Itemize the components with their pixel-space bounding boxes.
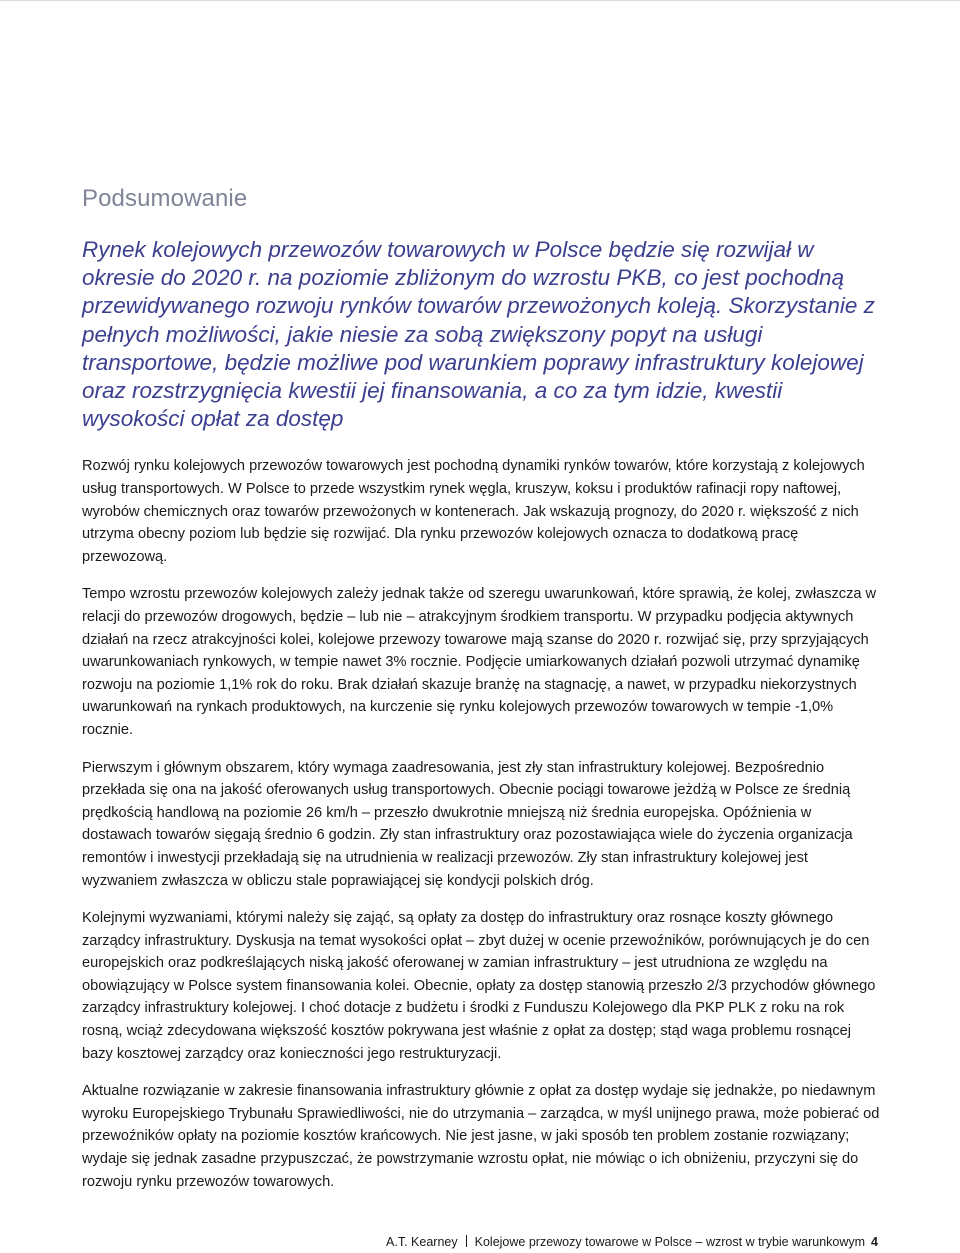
top-divider bbox=[0, 0, 960, 1]
page-footer bbox=[386, 1234, 878, 1250]
footer-report-title: Kolejowe przewozy towarowe w Polsce – wzrost w trybie warunkowym bbox=[474, 1235, 866, 1249]
lead-summary: Rynek kolejowych przewozów towarowych w Polsce będzie się rozwijał w okresie do 2020 r. na poziomie zbliżonym do wzrostu PKB, co jest pochodną przewidywanego rozwoju rynków towarów przewożonych koleją. Skorzystanie z pełnych możliwości, jakie niesie za sobą zwiększony popyt na usługi transportowe, będzie możliwe pod warunkiem poprawy infrastruktury kolejowej oraz rozstrzygnięcia kwestii jej finansowania, a co za tym idzie, kwestii wysokości opłat za dostęp bbox=[82, 237, 875, 432]
body-paragraph-5: Aktualne rozwiązanie w zakresie finansowania infrastruktury głównie z opłat za dostęp wydaje się jednakże, po niedawnym wyroku Europejskiego Trybunału Sprawiedliwości, nie do utrzymania – zarządca, w myśl unijnego prawa, może pobierać od przewoźników opłaty na poziomie kosztów krańcowych. Nie jest jasne, w jaki sposób ten problem zostanie rozwiązany; wydaje się jednak zasadne przypuszczać, że powstrzymanie wzrostu opłat, nie mówiąc o ich obniżeniu, przyczyni się do rozwoju rynku przewozów towarowych. bbox=[82, 1083, 880, 1190]
page-content bbox=[82, 184, 882, 1208]
body-paragraph-4: Kolejnymi wyzwaniami, którymi należy się zająć, są opłaty za dostęp do infrastruktury oraz rosnące koszty głównego zarządcy infrastruktury. Dyskusja na temat wysokości opłat – zbyt dużej w ocenie przewoźników, porównujących je do cen europejskich oraz podkreślających niską jakość oferowanej w zamian infrastruktury – jest utrudniona ze względu na obowiązujący w Polsce system finansowania kolei. Obecnie, opłaty za dostęp stanowią przeszło 2/3 przychodów głównego zarządcy infrastruktury kolejowej. I choć dotacje z budżetu i środki z Funduszu Kolejowego dla PKP PLK z roku na rok rosną, wciąż zdecydowana większość kosztów pokrywana jest właśnie z opłat za dostęp; stąd waga problemu rosnącej bazy kosztowej zarządcy oraz konieczności jego restrukturyzacji. bbox=[82, 910, 876, 1062]
body-paragraph-2: Tempo wzrostu przewozów kolejowych zależy jednak także od szeregu uwarunkowań, które sprawią, że kolej, zwłaszcza w relacji do przewozów drogowych, będzie – lub nie – atrakcyjnym środkiem transportu. W przypadku podjęcia aktywnych działań na rzecz atrakcyjności kolei, kolejowe przewozy towarowe mają szanse do 2020 r. rozwijać się, przy sprzyjających uwarunkowaniach rynkowych, w tempie nawet 3% rocznie. Podjęcie umiarkowanych działań pozwoli utrzymać dynamikę rozwoju na poziomie 1,1% rok do roku. Brak działań skazuje branżę na stagnację, a nawet, w przypadku niekorzystnych uwarunkowań na rynkach produktowych, na kurczenie się rynku kolejowych przewozów towarowych w tempie -1,0% rocznie. bbox=[82, 586, 877, 738]
body-paragraph-1: Rozwój rynku kolejowych przewozów towarowych jest pochodną dynamiki rynków towarów, które korzystają z kolejowych usług transportowych. W Polsce to przede wszystkim rynek węgla, kruszyw, koksu i produktów rafinacji ropy naftowej, wyrobów chemicznych oraz towarów przewożonych w kontenerach. Jak wskazują prognozy, do 2020 r. większość z nich utrzyma obecny poziom lub będzie się rozwijać. Dla rynku przewozów kolejowych oznacza to dodatkową pracę przewozową. bbox=[82, 458, 865, 565]
page-number: 4 bbox=[871, 1235, 878, 1249]
footer-separator bbox=[466, 1235, 467, 1247]
body-paragraph-3: Pierwszym i głównym obszarem, który wymaga zaadresowania, jest zły stan infrastruktury kolejowej. Bezpośrednio przekłada się ona na jakość oferowanych usług transportowych. Obecnie pociągi towarowe jeżdżą w Polsce ze średnią prędkością handlową na poziomie 26 km/h – przeszło dwukrotnie mniejszą niż średnia europejska. Opóźnienia w dostawach towarów sięgają średnio 6 godzin. Zły stan infrastruktury oraz pozostawiająca wiele do życzenia organizacja remontów i inwestycji przekładają się na utrudnienia w realizacji przewozów. Zły stan infrastruktury kolejowej jest wyzwaniem zwłaszcza w obliczu stale poprawiającej się kondycji polskich dróg. bbox=[82, 759, 853, 889]
section-title: Podsumowanie bbox=[82, 185, 248, 212]
footer-company: A.T. Kearney bbox=[386, 1235, 458, 1249]
